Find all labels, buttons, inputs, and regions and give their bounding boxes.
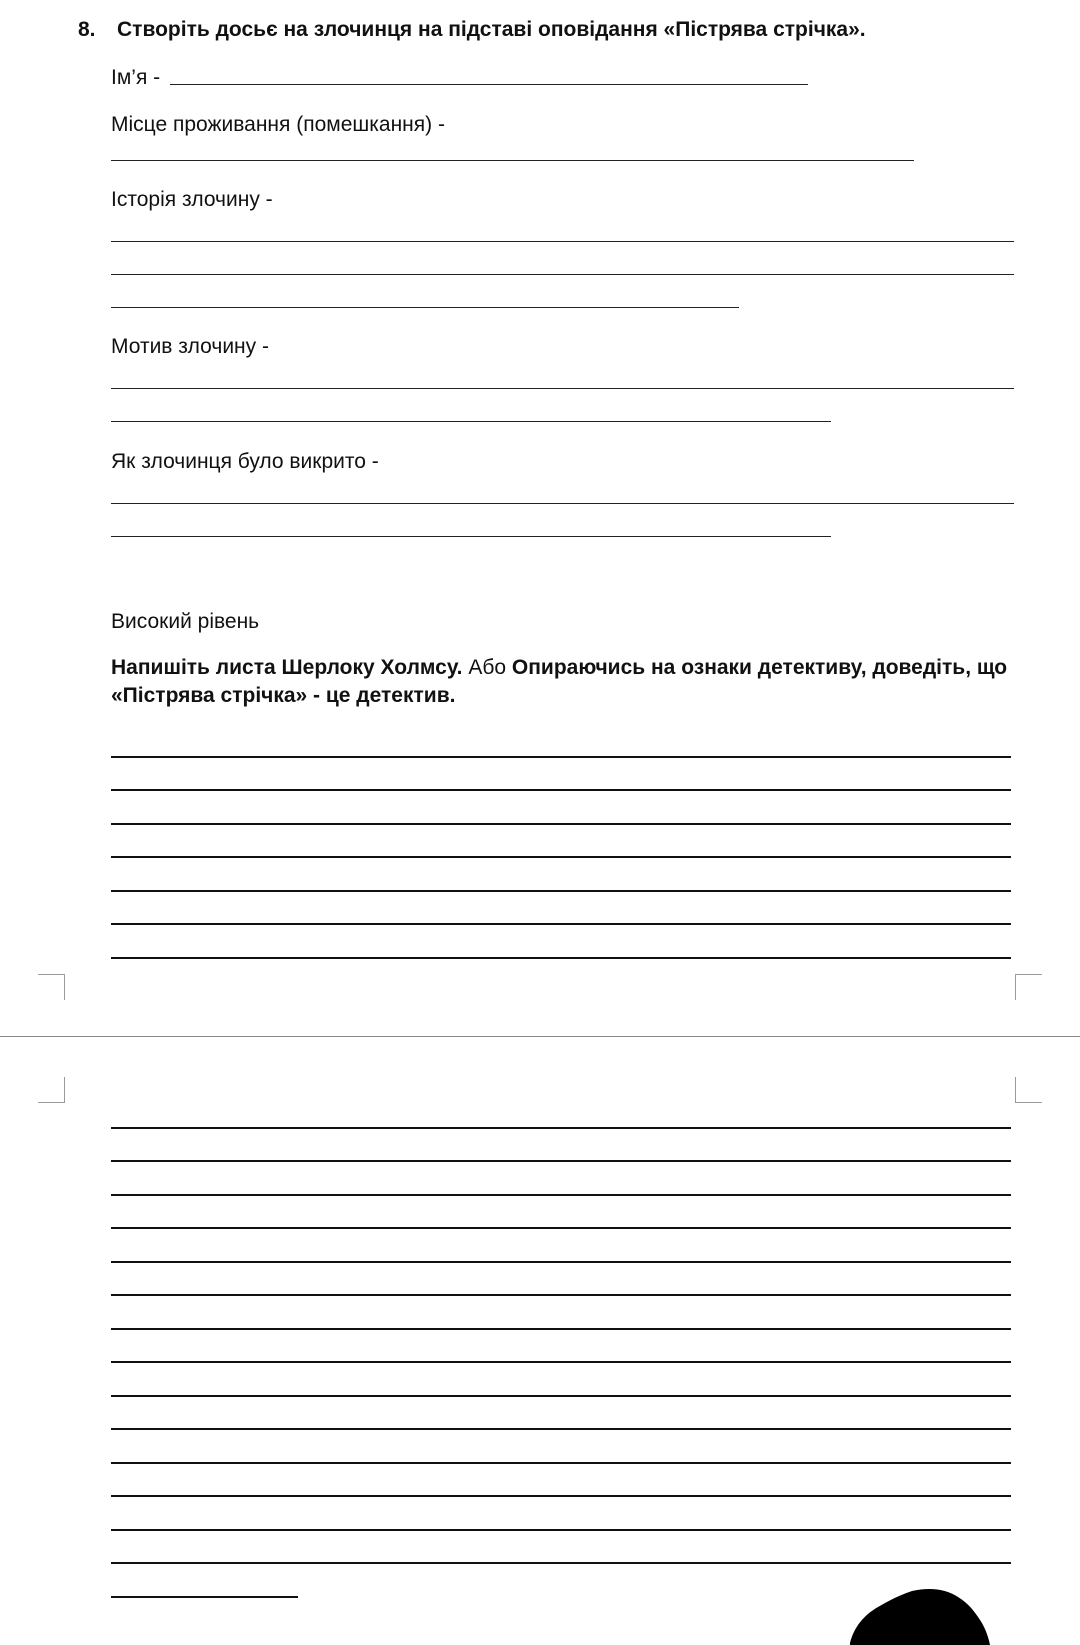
answer-line[interactable] (111, 1529, 1011, 1531)
answer-line[interactable] (111, 1294, 1011, 1296)
history-label: Історія злочину - (111, 188, 273, 211)
residence-answer-line[interactable] (111, 160, 914, 161)
answer-line[interactable] (111, 756, 1011, 758)
answer-line[interactable] (111, 1227, 1011, 1229)
answer-line[interactable] (111, 1395, 1011, 1397)
answer-line[interactable] (111, 1127, 1011, 1129)
motive-answer-line[interactable] (111, 388, 1014, 389)
or-word: Або (462, 656, 512, 679)
answer-line[interactable] (111, 1261, 1011, 1263)
answer-line[interactable] (111, 890, 1011, 892)
answer-line[interactable] (111, 1462, 1011, 1464)
history-answer-line[interactable] (111, 307, 739, 308)
motive-answer-line[interactable] (111, 421, 831, 422)
answer-line[interactable] (111, 789, 1011, 791)
answer-line[interactable] (111, 957, 1011, 959)
answer-line[interactable] (111, 1361, 1011, 1363)
detective-proof-task: Опираючись на ознаки детективу, доведіть, що «Пістрява стрічка» - це детектив. (111, 656, 1008, 707)
exposed-label: Як злочинця було викрито - (111, 450, 379, 473)
motive-label: Мотив злочину - (111, 335, 269, 358)
answer-line[interactable] (111, 1194, 1011, 1196)
exposed-answer-line[interactable] (111, 536, 831, 537)
answer-line[interactable] (111, 1428, 1011, 1430)
page-break-divider (0, 1036, 1080, 1037)
residence-label: Місце проживання (помешкання) - (111, 113, 445, 136)
name-answer-line[interactable] (170, 84, 808, 85)
task-number: 8. (78, 18, 96, 41)
answer-line[interactable] (111, 823, 1011, 825)
margin-corner-mark (1015, 1077, 1042, 1103)
margin-corner-mark (38, 974, 65, 1000)
advanced-level-heading: Високий рівень (111, 610, 260, 633)
advanced-task-text (111, 654, 1016, 710)
answer-line[interactable] (111, 1562, 1011, 1564)
letter-task: Напишіть листа Шерлоку Холмсу. (111, 656, 463, 679)
answer-line[interactable] (111, 1160, 1011, 1162)
answer-line[interactable] (111, 1596, 298, 1598)
name-label: Ім’я - (111, 66, 161, 89)
history-answer-line[interactable] (111, 274, 1014, 275)
answer-line[interactable] (111, 856, 1011, 858)
answer-line[interactable] (111, 1328, 1011, 1330)
answer-line[interactable] (111, 923, 1011, 925)
margin-corner-mark (1015, 974, 1042, 1000)
answer-line[interactable] (111, 1495, 1011, 1497)
margin-corner-mark (38, 1077, 65, 1103)
task-title: Створіть досьє на злочинця на підставі оповідання «Пістрява стрічка». (117, 18, 866, 41)
dark-blob-shape (850, 1585, 990, 1645)
history-answer-line[interactable] (111, 241, 1014, 242)
exposed-answer-line[interactable] (111, 503, 1014, 504)
